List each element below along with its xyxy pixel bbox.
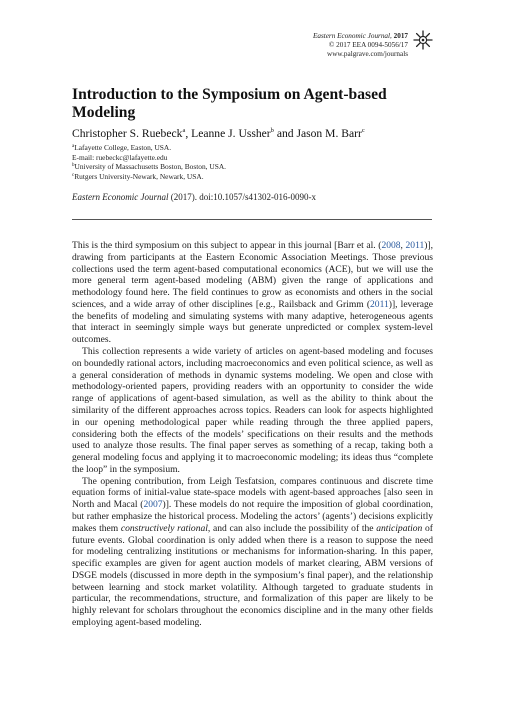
header-divider [72,219,432,220]
springer-nature-star-icon [413,30,433,50]
citation-year-link[interactable]: 2011 [370,298,389,310]
affiliation-mark: a [72,144,75,149]
author-separator: , [185,127,192,140]
body-paragraph [72,240,433,346]
citation-doi[interactable]: (2017). doi:10.1057/s41302-016-0090-x [168,192,316,202]
journal-name: Eastern Economic Journal, [312,32,392,40]
paragraph-text: , [400,240,406,251]
affiliation-text: University of Massachusetts Boston, Boston, USA. [74,162,227,172]
author-name: Leanne J. Ussher [191,127,271,140]
citation-line [72,192,432,203]
author-list [72,127,432,141]
paragraph-text: of future events. Global coordination is only added when there is a reason to suppose the need for modeling centralizing institutions or mechanisms for information-sharing. In this paper, specific examples are given for agent auction models of market clearing, ABM versions of DSGE models (discussed in more depth in the symposium’s final paper), and the relationship between learning and stock market volatility. Although targeted to graduate students in particular, the recommendations, structure, and formalization of this paper are likely to be highly relevant for scholars throughout the economics discipline and in the many other fields employing agent-based modeling. [72,522,433,628]
paragraph-text: This collection represents a wide variety of articles on agent-based modeling and focuses on boundedly rational actors, including macroeconomics and even political science, as well as a general consideration of methods in dynamic systems modeling. We open and close with methodology-oriented papers, providing readers with an opportunity to consider the wide range of applications of agent-based simulation, as well as the ability to think about the similarity of the different approaches across topics. Readers can look for aspects highlighted in our opening methodological paper while reading through the three applied papers, considering both the effects of the models’ specifications on their results and the methods used to analyze those results. The final paper serves as something of a recap, taking both a general modeling focus and applying it to macroeconomic modeling; its ideas thus “complete the loop” in the symposium. [72,346,433,475]
paragraph-text: )], drawing from participants at the Eastern Economic Association Meetings. Those previous collections used the term agent-based computational economics (ACE), but we will use the more general term agent-based modeling (ABM) given the range of applications and methodology found here. The field continues to grow as economists and others in the social sciences, and a wide array of other disciplines [e.g., Railsback and Grimm ( [72,240,434,310]
author-affiliation-mark: a [182,127,186,134]
citation-year-link[interactable]: 2011 [405,240,425,251]
affiliation-text: Rutgers University-Newark, Newark, USA. [74,171,204,181]
paragraph-text: This is the third symposium on this subject to appear in this journal [Barr et al. ( [72,240,382,251]
author-affiliation-mark: b [270,127,274,134]
affiliation-line [72,153,432,163]
citation-year-link[interactable]: 2007 [143,499,163,511]
journal-url[interactable]: www.palgrave.com/journals [327,50,408,58]
paragraph-text: , and can also include the possibility of the [207,522,377,534]
article-title: Introduction to the Symposium on Agent-based Modeling [72,86,387,121]
affiliation-list [72,143,432,181]
body-paragraph [72,476,433,629]
author-name: Jason M. Barr [296,127,362,140]
paragraph-text: The opening contribution, from Leigh Tesfatsion, compares continuous and discrete time equation forms of initial-value state-space models with agent-based approaches [also seen in North and Macal ( [72,475,433,511]
emphasis-text: constructively rational [120,522,208,534]
body-paragraph [72,346,433,476]
affiliation-line [72,172,432,182]
affiliation-line [72,162,432,172]
affiliation-line [72,143,432,153]
journal-year: 2017 [393,32,408,40]
paragraph-text: )], leverage the benefits of modeling and simulating systems with many adaptive, heterogeneous agents that interact in seemingly simple ways but generate unpredicted or complex system-level outcomes. [72,298,433,346]
affiliation-text: Lafayette College, Easton, USA. [74,143,172,152]
author-separator: and [273,127,297,140]
journal-header [313,32,408,59]
affiliation-mark: b [72,163,75,169]
journal-copyright: © 2017 EEA 0094-5056/17 [328,41,408,49]
affiliation-text[interactable]: E-mail: ruebeckc@lafayette.edu [72,152,168,162]
journal-name-line [313,32,408,41]
emphasis-text: anticipation [376,522,423,534]
paragraph-text: )]. These models do not require the imposition of global coordination, but rather emphasize the historical process. Modeling the actors’ (agents’) decisions explicitly makes them [72,499,434,534]
author-affiliation-mark: c [361,127,365,134]
citation-year-link[interactable]: 2008 [381,240,401,251]
affiliation-mark: c [72,172,75,178]
author-name: Christopher S. Ruebeck [72,127,183,140]
citation-journal: Eastern Economic Journal [72,192,169,202]
article-body [72,240,433,629]
